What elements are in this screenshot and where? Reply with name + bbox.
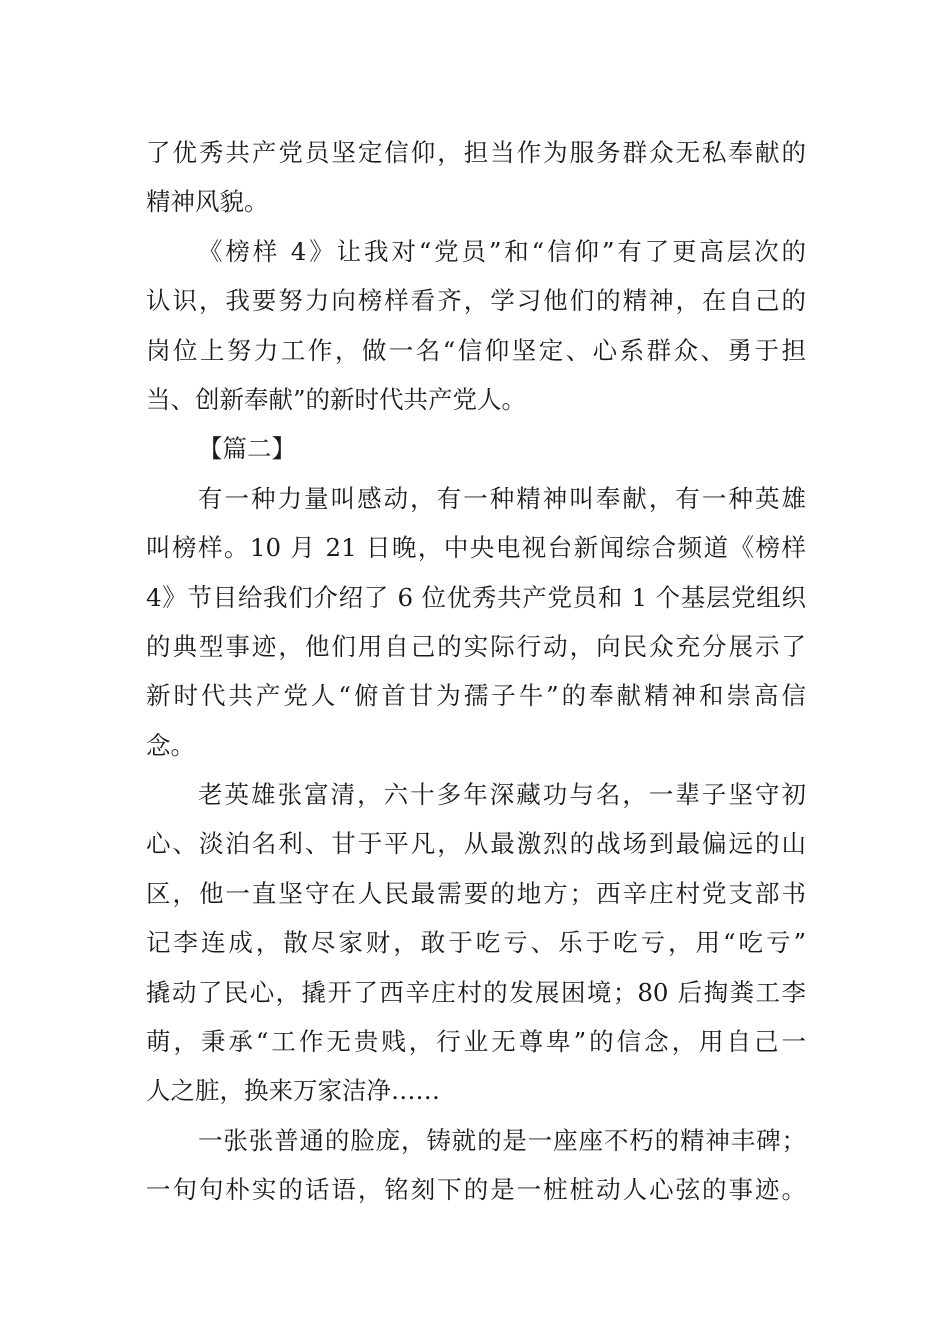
text-line: 一句句朴实的话语，铭刻下的是一桩桩动人心弦的事迹。 [146,1175,806,1205]
text-line: 念。 [146,730,195,760]
text-line: 老英雄张富清，六十多年深藏功与名，一辈子坚守初 [198,780,806,810]
document-body [146,128,806,1215]
text-line: 4》节目给我们介绍了 6 位优秀共产党员和 1 个基层党组织 [146,582,806,612]
text-line: 精神风貌。 [146,187,269,217]
text-line: 了优秀共产党员坚定信仰，担当作为服务群众无私奉献的 [146,138,806,167]
text-line: 岗位上努力工作，做一名“信仰坚定、心系群众、勇于担 [146,335,806,365]
text-line: 心、淡泊名利、甘于平凡，从最激烈的战场到最偏远的山 [146,829,806,859]
text-line: 人之脏，换来万家洁净…… [146,1076,440,1106]
text-line: 认识，我要努力向榜样看齐，学习他们的精神，在自己的 [146,286,806,316]
text-line: 的典型事迹，他们用自己的实际行动，向民众充分展示了 [146,631,806,661]
text-line: 《榜样 4》让我对“党员”和“信仰”有了更高层次的 [198,236,806,266]
text-line: 撬动了民心，撬开了西辛庄村的发展困境；80 后掏粪工李 [146,977,806,1007]
text-line: 有一种力量叫感动，有一种精神叫奉献，有一种英雄 [198,483,806,513]
text-line: 新时代共产党人“俯首甘为孺子牛”的奉献精神和崇高信 [146,681,806,711]
text-line: 当、创新奉献”的新时代共产党人。 [146,384,527,414]
text-line: 一张张普通的脸庞，铸就的是一座座不朽的精神丰碑； [198,1125,806,1155]
text-line: 叫榜样。10 月 21 日晚，中央电视台新闻综合频道《榜样 [146,533,806,563]
text-line: 区，他一直坚守在人民最需要的地方；西辛庄村党支部书 [146,878,806,908]
text-line: 萌，秉承“工作无贵贱，行业无尊卑”的信念，用自己一 [146,1027,806,1057]
text-line: 记李连成，散尽家财，敢于吃亏、乐于吃亏，用“吃亏” [146,928,806,958]
section-heading: 【篇二】 [198,434,296,464]
